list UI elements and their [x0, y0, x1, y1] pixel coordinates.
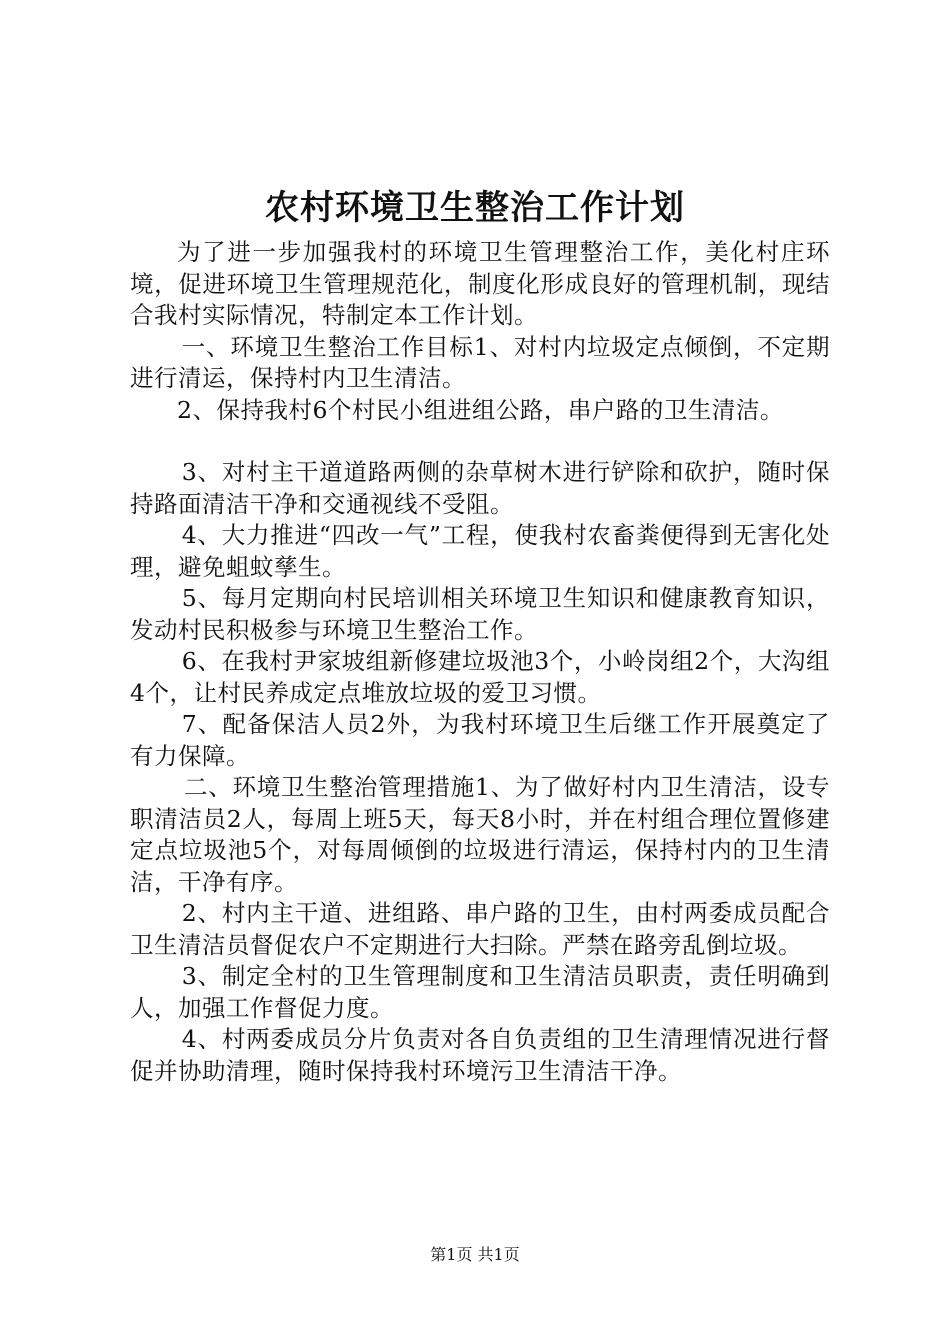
paragraph-goal-2: 2、保持我村6个村民小组进组公路，串户路的卫生清洁。: [177, 395, 784, 424]
paragraph-goal-4: 4、大力推进“四改一气”工程，使我村农畜粪便得到无害化处理，避免蛆蚊孳生。: [130, 521, 830, 581]
paragraph-goal-1: 一、环境卫生整治工作目标1、对村内垃圾定点倾倒，不定期进行清运，保持村内卫生清洁。: [130, 332, 830, 392]
paragraph-measure-3: 3、制定全村的卫生管理制度和卫生清洁员职责，责任明确到人，加强工作督促力度。: [130, 962, 830, 1022]
paragraph-intro: 为了进一步加强我村的环境卫生管理整治工作，美化村庄环境，促进环境卫生管理规范化，制度化形成良好的管理机制，现结合我村实际情况，特制定本工作计划。: [130, 238, 830, 329]
document-title: 农村环境卫生整治工作计划: [265, 188, 685, 228]
paragraph-goal-5: 5、每月定期向村民培训相关环境卫生知识和健康教育知识，发动村民积极参与环境卫生整治工作。: [130, 584, 830, 644]
paragraph-measure-2: 2、村内主干道、进组路、串户路的卫生，由村两委成员配合卫生清洁员督促农户不定期进行大扫除。严禁在路旁乱倒垃圾。: [130, 899, 830, 959]
document-body: [130, 237, 830, 1087]
paragraph-goal-6: 6、在我村尹家坡组新修建垃圾池3个，小岭岗组2个，大沟组4个，让村民养成定点堆放垃圾的爱卫习惯。: [130, 647, 830, 707]
paragraph-goal-3: 3、对村主干道道路两侧的杂草树木进行铲除和砍护，随时保持路面清洁干净和交通视线不受阻。: [130, 458, 830, 518]
paragraph-spacer: [130, 426, 830, 457]
paragraph-measure-4: 4、村两委成员分片负责对各自负责组的卫生清理情况进行督促并协助清理，随时保持我村环境污卫生清洁干净。: [130, 1025, 830, 1085]
paragraph-measure-1: 二、环境卫生整治管理措施1、为了做好村内卫生清洁，设专职清洁员2人，每周上班5天，每天8小时，并在村组合理位置修建定点垃圾池5个，对每周倾倒的垃圾进行清运，保持村内的卫生清洁，干净有序。: [130, 773, 830, 896]
page-number-footer: 第1页 共1页: [430, 1245, 520, 1264]
paragraph-goal-7: 7、配备保洁人员2外，为我村环境卫生后继工作开展奠定了有力保障。: [130, 710, 830, 770]
